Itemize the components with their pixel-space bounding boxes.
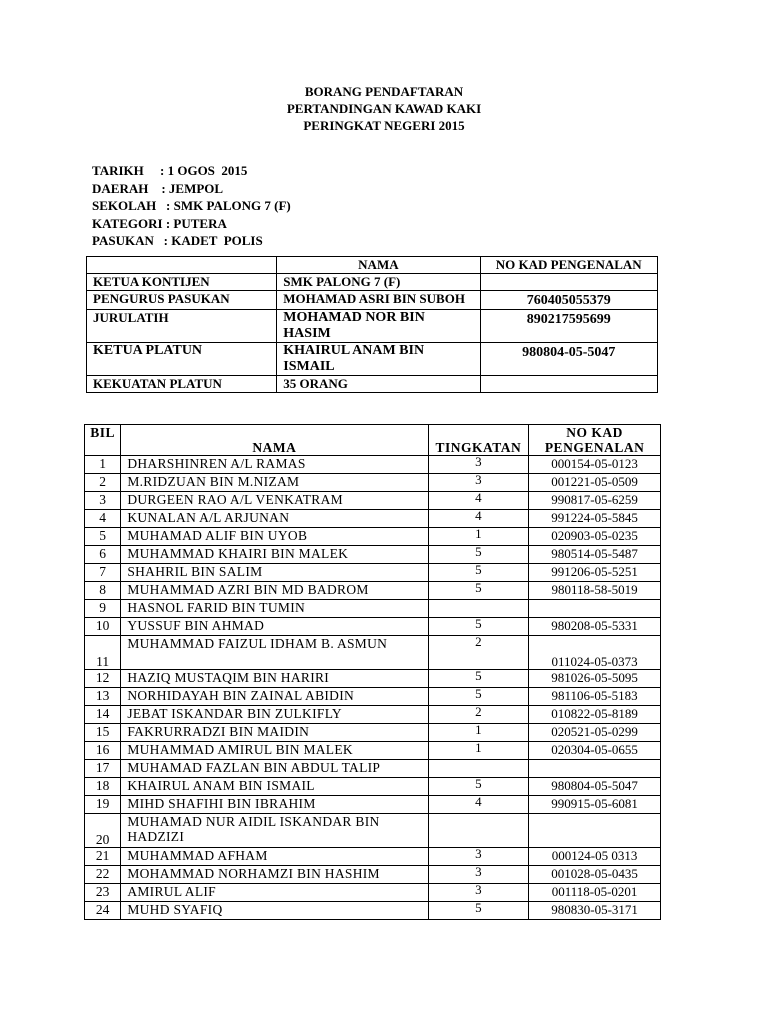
member-row bbox=[85, 706, 661, 724]
info-label: PASUKAN bbox=[92, 233, 164, 248]
header-empty-cell bbox=[87, 257, 277, 274]
member-tingkatan bbox=[428, 848, 529, 866]
member-name: SHAHRIL BIN SALIM bbox=[121, 564, 428, 582]
form-title bbox=[0, 84, 768, 135]
official-name: 35 ORANG bbox=[277, 376, 480, 393]
member-bil: 4 bbox=[85, 510, 121, 528]
member-bil: 10 bbox=[85, 618, 121, 636]
member-tingkatan-value: 3 bbox=[475, 864, 482, 879]
member-tingkatan-value: 3 bbox=[475, 454, 482, 469]
official-role: KEKUATAN PLATUN bbox=[87, 376, 277, 393]
member-ic: 991224-05-5845 bbox=[529, 510, 661, 528]
member-tingkatan bbox=[428, 796, 529, 814]
member-name: YUSSUF BIN AHMAD bbox=[121, 618, 428, 636]
member-ic: 001028-05-0435 bbox=[529, 866, 661, 884]
info-label: KATEGORI bbox=[92, 215, 166, 231]
member-ic: 980208-05-5331 bbox=[529, 618, 661, 636]
member-tingkatan bbox=[428, 866, 529, 884]
member-tingkatan bbox=[428, 706, 529, 724]
member-row bbox=[85, 636, 661, 670]
member-bil: 13 bbox=[85, 688, 121, 706]
member-name: MOHAMMAD NORHAMZI BIN HASHIM bbox=[121, 866, 428, 884]
member-row bbox=[85, 814, 661, 848]
info-value: : KADET POLIS bbox=[163, 233, 263, 248]
member-name: JEBAT ISKANDAR BIN ZULKIFLY bbox=[121, 706, 428, 724]
member-bil: 20 bbox=[85, 814, 121, 848]
member-name: MIHD SHAFIHI BIN IBRAHIM bbox=[121, 796, 428, 814]
member-name: DURGEEN RAO A/L VENKATRAM bbox=[121, 492, 428, 510]
member-row bbox=[85, 742, 661, 760]
member-tingkatan-value: 5 bbox=[475, 686, 482, 701]
member-row bbox=[85, 618, 661, 636]
title-line-3: PERINGKAT NEGERI 2015 bbox=[303, 118, 465, 133]
officials-row bbox=[87, 291, 658, 310]
official-ic bbox=[480, 376, 658, 393]
member-tingkatan bbox=[428, 582, 529, 600]
member-ic: 981026-05-5095 bbox=[529, 670, 661, 688]
member-tingkatan-value: 1 bbox=[475, 722, 482, 737]
member-tingkatan bbox=[428, 456, 529, 474]
member-row bbox=[85, 582, 661, 600]
member-ic: 990915-05-6081 bbox=[529, 796, 661, 814]
member-bil: 15 bbox=[85, 724, 121, 742]
member-bil: 16 bbox=[85, 742, 121, 760]
header-nama: NAMA bbox=[277, 257, 480, 274]
registration-info bbox=[92, 162, 291, 250]
member-tingkatan-value: 4 bbox=[475, 490, 482, 505]
officials-header-row bbox=[87, 257, 658, 274]
member-tingkatan-value: 5 bbox=[475, 562, 482, 577]
member-tingkatan bbox=[428, 528, 529, 546]
member-bil: 18 bbox=[85, 778, 121, 796]
info-value: : JEMPOL bbox=[161, 180, 224, 196]
member-bil: 9 bbox=[85, 600, 121, 618]
member-row bbox=[85, 688, 661, 706]
member-ic: 990817-05-6259 bbox=[529, 492, 661, 510]
member-name: MUHAMMAD AZRI BIN MD BADROM bbox=[121, 582, 428, 600]
officials-table bbox=[86, 256, 658, 393]
member-ic: 001118-05-0201 bbox=[529, 884, 661, 902]
member-ic: 980514-05-5487 bbox=[529, 546, 661, 564]
official-name: MOHAMAD ASRI BIN SUBOH bbox=[277, 291, 480, 310]
info-value: : 1 OGOS 2015 bbox=[160, 163, 248, 178]
info-label: SEKOLAH bbox=[92, 198, 167, 213]
member-bil: 23 bbox=[85, 884, 121, 902]
member-tingkatan bbox=[428, 884, 529, 902]
member-name: DHARSHINREN A/L RAMAS bbox=[121, 456, 428, 474]
member-ic: 000154-05-0123 bbox=[529, 456, 661, 474]
member-bil: 24 bbox=[85, 902, 121, 920]
member-row bbox=[85, 902, 661, 920]
member-name: MUHAMMAD KHAIRI BIN MALEK bbox=[121, 546, 428, 564]
member-tingkatan bbox=[428, 618, 529, 636]
member-row bbox=[85, 724, 661, 742]
officials-row bbox=[87, 376, 658, 393]
member-tingkatan-value: 3 bbox=[475, 846, 482, 861]
member-ic: 020903-05-0235 bbox=[529, 528, 661, 546]
member-bil: 3 bbox=[85, 492, 121, 510]
info-row-kategori bbox=[92, 215, 291, 233]
member-ic: 011024-05-0373 bbox=[529, 636, 661, 670]
member-row bbox=[85, 670, 661, 688]
member-name: MUHD SYAFIQ bbox=[121, 902, 428, 920]
info-row-tarikh bbox=[92, 162, 291, 180]
member-row bbox=[85, 492, 661, 510]
info-label: TARIKH bbox=[92, 163, 161, 178]
member-tingkatan bbox=[428, 724, 529, 742]
members-table bbox=[84, 424, 661, 920]
member-tingkatan-value: 5 bbox=[475, 900, 482, 915]
member-ic: 981106-05-5183 bbox=[529, 688, 661, 706]
info-value: : PUTERA bbox=[165, 215, 227, 231]
member-name: MUHAMMAD AMIRUL BIN MALEK bbox=[121, 742, 428, 760]
member-name: M.RIDZUAN BIN M.NIZAM bbox=[121, 474, 428, 492]
official-name: KHAIRUL ANAM BIN ISMAIL bbox=[277, 343, 480, 376]
member-ic: 000124-05 0313 bbox=[529, 848, 661, 866]
member-tingkatan-value: 2 bbox=[475, 634, 482, 649]
member-tingkatan-value: 4 bbox=[475, 508, 482, 523]
header-bil: BIL bbox=[85, 425, 121, 456]
member-name: MUHAMAD NUR AIDIL ISKANDAR BIN HADZIZI bbox=[121, 814, 428, 848]
header-ic: NO KAD PENGENALAN bbox=[480, 257, 658, 274]
member-name: MUHAMMAD AFHAM bbox=[121, 848, 428, 866]
member-ic: 020521-05-0299 bbox=[529, 724, 661, 742]
member-bil: 5 bbox=[85, 528, 121, 546]
header-ic: NO KAD PENGENALAN bbox=[529, 425, 661, 456]
member-ic bbox=[529, 814, 661, 848]
official-role: KETUA KONTIJEN bbox=[87, 274, 277, 291]
member-tingkatan-value: 5 bbox=[475, 616, 482, 631]
member-name: MUHAMAD ALIF BIN UYOB bbox=[121, 528, 428, 546]
member-tingkatan bbox=[428, 902, 529, 920]
official-ic: 890217595699 bbox=[480, 310, 658, 343]
member-row bbox=[85, 848, 661, 866]
member-ic: 020304-05-0655 bbox=[529, 742, 661, 760]
member-tingkatan bbox=[428, 688, 529, 706]
member-ic: 991206-05-5251 bbox=[529, 564, 661, 582]
info-value: : SMK PALONG 7 (F) bbox=[166, 198, 291, 213]
member-tingkatan-value: 5 bbox=[475, 544, 482, 559]
member-ic: 980804-05-5047 bbox=[529, 778, 661, 796]
info-row-pasukan bbox=[92, 232, 291, 250]
member-tingkatan bbox=[428, 600, 529, 618]
info-row-daerah bbox=[92, 180, 291, 198]
member-tingkatan bbox=[428, 778, 529, 796]
member-tingkatan bbox=[428, 814, 529, 848]
member-row bbox=[85, 778, 661, 796]
member-tingkatan bbox=[428, 636, 529, 670]
header-nama: NAMA bbox=[121, 425, 428, 456]
member-tingkatan bbox=[428, 474, 529, 492]
member-ic: 001221-05-0509 bbox=[529, 474, 661, 492]
member-tingkatan bbox=[428, 670, 529, 688]
member-ic: 980830-05-3171 bbox=[529, 902, 661, 920]
member-bil: 7 bbox=[85, 564, 121, 582]
member-tingkatan-value: 1 bbox=[475, 740, 482, 755]
member-row bbox=[85, 884, 661, 902]
member-tingkatan bbox=[428, 760, 529, 778]
member-name: NORHIDAYAH BIN ZAINAL ABIDIN bbox=[121, 688, 428, 706]
info-label: DAERAH bbox=[92, 180, 162, 196]
member-name: FAKRURRADZI BIN MAIDIN bbox=[121, 724, 428, 742]
member-row bbox=[85, 456, 661, 474]
member-tingkatan bbox=[428, 492, 529, 510]
member-name: KUNALAN A/L ARJUNAN bbox=[121, 510, 428, 528]
member-ic: 980118-58-5019 bbox=[529, 582, 661, 600]
member-tingkatan-value: 2 bbox=[475, 704, 482, 719]
officials-row bbox=[87, 343, 658, 376]
member-ic bbox=[529, 600, 661, 618]
member-tingkatan bbox=[428, 564, 529, 582]
official-role: PENGURUS PASUKAN bbox=[87, 291, 277, 310]
member-bil: 22 bbox=[85, 866, 121, 884]
member-bil: 1 bbox=[85, 456, 121, 474]
member-row bbox=[85, 760, 661, 778]
member-tingkatan bbox=[428, 510, 529, 528]
member-bil: 11 bbox=[85, 636, 121, 670]
member-row bbox=[85, 474, 661, 492]
member-tingkatan-value: 3 bbox=[475, 882, 482, 897]
header-tingkatan: TINGKATAN bbox=[428, 425, 529, 456]
member-name: HASNOL FARID BIN TUMIN bbox=[121, 600, 428, 618]
member-row bbox=[85, 600, 661, 618]
member-name: AMIRUL ALIF bbox=[121, 884, 428, 902]
member-name: KHAIRUL ANAM BIN ISMAIL bbox=[121, 778, 428, 796]
members-header-row bbox=[85, 425, 661, 456]
member-tingkatan bbox=[428, 546, 529, 564]
official-name: MOHAMAD NOR BIN HASIM bbox=[277, 310, 480, 343]
member-bil: 8 bbox=[85, 582, 121, 600]
member-row bbox=[85, 528, 661, 546]
member-ic bbox=[529, 760, 661, 778]
member-tingkatan-value: 5 bbox=[475, 776, 482, 791]
member-ic: 010822-05-8189 bbox=[529, 706, 661, 724]
member-tingkatan-value: 5 bbox=[475, 668, 482, 683]
member-bil: 17 bbox=[85, 760, 121, 778]
official-name: SMK PALONG 7 (F) bbox=[277, 274, 480, 291]
member-bil: 12 bbox=[85, 670, 121, 688]
member-tingkatan bbox=[428, 742, 529, 760]
member-tingkatan-value: 1 bbox=[475, 526, 482, 541]
title-line-1: BORANG PENDAFTARAN bbox=[304, 84, 464, 99]
official-ic: 760405055379 bbox=[480, 291, 658, 310]
member-tingkatan-value: 5 bbox=[475, 580, 482, 595]
officials-row bbox=[87, 310, 658, 343]
member-row bbox=[85, 866, 661, 884]
member-tingkatan-value: 3 bbox=[475, 472, 482, 487]
member-name: MUHAMMAD FAIZUL IDHAM B. ASMUN bbox=[121, 636, 428, 670]
member-row bbox=[85, 546, 661, 564]
member-bil: 6 bbox=[85, 546, 121, 564]
official-role: JURULATIH bbox=[87, 310, 277, 343]
member-tingkatan-value: 4 bbox=[475, 794, 482, 809]
member-name: MUHAMAD FAZLAN BIN ABDUL TALIP bbox=[121, 760, 428, 778]
title-line-2: PERTANDINGAN KAWAD KAKI bbox=[286, 101, 482, 116]
official-role: KETUA PLATUN bbox=[87, 343, 277, 376]
member-bil: 21 bbox=[85, 848, 121, 866]
member-bil: 14 bbox=[85, 706, 121, 724]
official-ic: 980804-05-5047 bbox=[480, 343, 658, 376]
member-bil: 19 bbox=[85, 796, 121, 814]
member-row bbox=[85, 510, 661, 528]
officials-row bbox=[87, 274, 658, 291]
member-row bbox=[85, 564, 661, 582]
member-bil: 2 bbox=[85, 474, 121, 492]
info-row-sekolah bbox=[92, 197, 291, 215]
official-ic bbox=[480, 274, 658, 291]
member-name: HAZIQ MUSTAQIM BIN HARIRI bbox=[121, 670, 428, 688]
member-row bbox=[85, 796, 661, 814]
